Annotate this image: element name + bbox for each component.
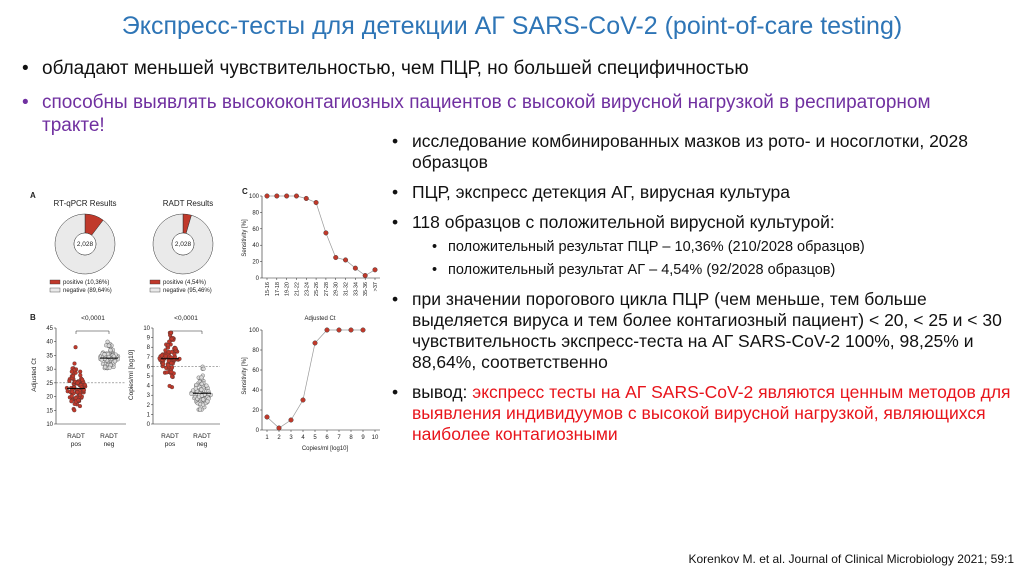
sensitivity-curve	[267, 196, 375, 276]
b2-x-label-radt: RADT	[193, 433, 211, 440]
x-tick-label: 2	[277, 435, 281, 441]
y-tick-label: 20	[46, 394, 53, 401]
x-tick-label: 10	[371, 435, 379, 441]
data-point	[284, 194, 289, 199]
y-tick-label: 7	[146, 354, 150, 361]
y-tick-label: 0	[255, 428, 259, 434]
data-point-pos	[80, 378, 84, 382]
panel-label-b: B	[30, 313, 36, 322]
scatter-copies	[143, 326, 220, 428]
x-tick-label: 29-30	[333, 282, 340, 297]
pie1-title: RT-qPCR Results	[53, 199, 117, 208]
data-point-pos	[71, 374, 75, 378]
conclusion-prefix: вывод:	[412, 382, 473, 402]
right-bullet-1	[392, 131, 1012, 173]
data-point-neg	[107, 344, 111, 348]
data-point-neg	[205, 384, 209, 388]
data-point-neg	[206, 399, 210, 403]
right-bullet-1-text: исследование комбинированных мазков из рото- и носоглотки, 2028 образцов	[412, 131, 969, 172]
x-tick-label: 3	[289, 435, 293, 441]
bullet-dot-icon: •	[22, 58, 29, 79]
data-point-pos	[170, 350, 174, 354]
legend-swatch-negative	[150, 288, 160, 292]
c2-y-axis-label: Sensitivity [%]	[242, 357, 248, 395]
data-point-pos	[74, 345, 78, 349]
sub-bullet-ag	[392, 260, 1012, 280]
data-point-neg	[200, 382, 204, 386]
b2-p-value: <0,0001	[174, 315, 198, 322]
y-tick-label: 25	[46, 380, 53, 387]
x-tick-label: 23-24	[304, 282, 311, 297]
data-point-pos	[166, 343, 170, 347]
sub-bullet-pcr-text: положительный результат ПЦР – 10,36% (210/2028 образцов)	[448, 239, 865, 255]
data-point	[265, 194, 270, 199]
panel-label-c: C	[242, 187, 248, 196]
x-tick-label: 31-32	[343, 282, 350, 297]
pie1-legend-negative: negative (89,64%)	[63, 288, 112, 294]
data-point-pos	[160, 354, 164, 358]
x-tick-label: 35-36	[363, 282, 370, 297]
x-tick-label: 4	[301, 435, 305, 441]
data-point-pos	[73, 362, 77, 366]
bullet-dot-icon: •	[392, 182, 399, 202]
y-tick-label: 20	[252, 408, 259, 414]
right-bullet-4-text: при значении порогового цикла ПЦР (чем меньше, тем больше выделяется вируса и тем более контагиозный пациент) < 20, < 25 и < 30 чувствительность экспресс-теста на АГ SARS-CoV-2 100%, 98,25% и 88,64%, соответственно	[412, 289, 1002, 372]
y-tick-label: 1	[146, 412, 150, 419]
pie2-title: RADT Results	[162, 199, 214, 208]
data-point-pos	[169, 331, 173, 335]
y-tick-label: 0	[255, 276, 259, 282]
pie1-legend-positive: positive (10,36%)	[63, 280, 110, 286]
data-point-pos	[70, 370, 74, 374]
data-point-pos	[170, 337, 174, 341]
citation: Korenkov M. et al. Journal of Clinical Microbiology 2021; 59:1	[688, 552, 1014, 566]
bullet-dot-icon: •	[432, 262, 438, 278]
y-tick-label: 20	[252, 259, 259, 266]
data-point	[353, 266, 358, 271]
y-tick-label: 40	[46, 339, 53, 346]
x-tick-label: 8	[349, 435, 353, 441]
x-tick-label: 33-34	[353, 282, 360, 297]
right-bullet-5	[392, 382, 1012, 445]
significance-bracket	[170, 331, 202, 334]
line-sensitivity-copies	[249, 328, 380, 441]
data-point	[275, 194, 280, 199]
y-tick-label: 6	[146, 364, 150, 371]
data-point-neg	[201, 398, 205, 402]
legend-swatch-positive	[150, 280, 160, 284]
y-tick-label: 40	[252, 388, 259, 394]
pie1-center-label: 2,028	[76, 241, 94, 248]
data-point	[363, 273, 368, 278]
data-point-neg	[103, 365, 107, 369]
c1-y-axis-label: Sensitivity [%]	[242, 219, 248, 257]
data-point	[361, 328, 366, 333]
data-point-pos	[72, 408, 76, 412]
data-point	[349, 328, 354, 333]
y-tick-label: 10	[143, 326, 150, 332]
data-point	[343, 258, 348, 263]
bullet-dot-icon: •	[22, 92, 29, 113]
data-point-pos	[78, 393, 82, 397]
y-tick-label: 4	[146, 383, 150, 390]
b1-x-label-neg: neg	[103, 441, 115, 448]
y-tick-label: 0	[146, 422, 150, 428]
data-point-neg	[103, 352, 107, 356]
b1-y-axis-label: Adjusted Ct	[31, 358, 38, 392]
data-point-neg	[190, 392, 194, 396]
data-point-pos	[174, 346, 178, 350]
data-point-neg	[200, 394, 204, 398]
data-point-pos	[168, 384, 172, 388]
data-point	[265, 415, 270, 420]
y-tick-label: 60	[252, 368, 259, 374]
data-point	[314, 200, 319, 205]
x-tick-label: 25-26	[314, 282, 321, 297]
data-point-pos	[77, 398, 81, 402]
y-tick-label: 100	[248, 328, 259, 334]
sub-bullet-ag-text: положительный результат АГ – 4,54% (92/2028 образцов)	[448, 262, 836, 278]
data-point-neg	[198, 408, 202, 412]
data-point	[294, 194, 299, 199]
x-tick-label: 21-22	[294, 282, 301, 297]
data-point-neg	[108, 366, 112, 370]
data-point-neg	[200, 376, 204, 380]
conclusion-text: экспресс тесты на АГ SARS-CoV-2 являются ценным методов для выявления индивидуумов с высокой вирусной нагрузкой, являющихся наиболее контагиозными	[412, 382, 1011, 444]
x-tick-label: 9	[361, 435, 365, 441]
bullet-dot-icon: •	[392, 212, 399, 232]
x-tick-label: 15-16	[265, 282, 271, 297]
right-bullet-2	[392, 182, 1012, 203]
y-tick-label: 80	[252, 348, 259, 354]
line-sensitivity-ct	[249, 194, 380, 296]
pie2-legend-negative: negative (95,46%)	[163, 288, 212, 294]
data-point	[373, 268, 378, 273]
b1-p-value: <0,0001	[81, 315, 105, 322]
pie2-legend-positive: positive (4,54%)	[163, 280, 207, 286]
y-tick-label: 40	[252, 243, 259, 250]
x-tick-label: 27-28	[323, 282, 330, 297]
y-tick-label: 2	[146, 402, 150, 409]
data-point-neg	[113, 359, 117, 363]
data-point-pos	[78, 370, 82, 374]
right-bullet-list	[392, 131, 1012, 454]
data-point-pos	[80, 386, 84, 390]
b1-x-label-radt: RADT	[67, 433, 85, 440]
bullet-dot-icon: •	[392, 382, 399, 402]
data-point-neg	[109, 348, 113, 352]
x-tick-label: 6	[325, 435, 329, 441]
data-point-pos	[78, 404, 82, 408]
slide-title: Экспресс-тесты для детекции АГ SARS-CoV-2 (point-of-care testing)	[121, 12, 903, 40]
y-tick-label: 100	[248, 194, 259, 200]
right-bullet-3-text: 118 образцов с положительной вирусной культурой:	[412, 212, 835, 232]
bullet-dot-icon: •	[432, 239, 438, 255]
y-tick-label: 8	[146, 345, 150, 352]
legend-swatch-positive	[50, 280, 60, 284]
b2-x-label-pos: pos	[164, 441, 176, 448]
c1-x-axis-label: Adjusted Ct	[304, 316, 336, 322]
data-point-pos	[69, 399, 73, 403]
sub-bullet-pcr	[392, 237, 1012, 257]
right-bullet-2-text: ПЦР, экспресс детекция АГ, вирусная культура	[412, 182, 790, 202]
data-point-pos	[70, 394, 74, 398]
data-point-pos	[76, 381, 80, 385]
data-point	[313, 341, 318, 346]
pie2-center-label: 2,028	[174, 241, 192, 248]
data-point	[324, 231, 329, 236]
bullet-dot-icon: •	[392, 289, 399, 309]
b2-x-label-radt: RADT	[161, 433, 179, 440]
x-tick-label: 19-20	[284, 282, 291, 297]
data-point	[301, 398, 306, 403]
data-point-pos	[165, 370, 169, 374]
data-point-pos	[70, 390, 74, 394]
data-point	[289, 418, 294, 423]
y-tick-label: 3	[146, 393, 150, 400]
legend-swatch-negative	[50, 288, 60, 292]
data-point	[337, 328, 342, 333]
study-figure	[20, 180, 400, 460]
bullet-dot-icon: •	[392, 131, 399, 151]
y-tick-label: 10	[46, 422, 53, 428]
top-bullet-1-text: обладают меньшей чувствительностью, чем ПЦР, но большей специфичностью	[42, 58, 749, 79]
data-point-pos	[78, 373, 82, 377]
data-point-pos	[170, 365, 174, 369]
y-tick-label: 9	[146, 335, 150, 342]
data-point	[333, 255, 338, 260]
right-bullet-4	[392, 289, 1012, 373]
data-point-neg	[199, 388, 203, 392]
x-tick-label: 17-18	[274, 282, 281, 297]
data-point	[304, 196, 309, 201]
data-point	[325, 328, 330, 333]
y-tick-label: 60	[252, 226, 259, 233]
data-point-neg	[194, 387, 198, 391]
right-bullet-3	[392, 212, 1012, 233]
y-tick-label: 5	[146, 374, 150, 380]
y-tick-label: 45	[46, 326, 53, 332]
b1-x-label-pos: pos	[70, 441, 82, 448]
y-tick-label: 30	[46, 367, 53, 374]
b1-x-label-radt: RADT	[100, 433, 118, 440]
x-tick-label: 1	[265, 435, 269, 441]
b2-x-label-neg: neg	[196, 441, 208, 448]
panel-label-a: A	[30, 191, 36, 200]
data-point-neg	[194, 383, 198, 387]
x-tick-label: 7	[337, 435, 341, 441]
c2-x-axis-label: Copies/ml [log10]	[301, 446, 349, 452]
b2-y-axis-label: Copies/ml [log10]	[128, 349, 135, 401]
data-point-neg	[106, 340, 110, 344]
x-tick-label: 5	[313, 435, 317, 441]
data-point-pos	[164, 354, 168, 358]
y-tick-label: 35	[46, 353, 53, 360]
data-point-pos	[67, 379, 71, 383]
significance-bracket	[76, 331, 109, 334]
data-point-pos	[75, 390, 79, 394]
data-point	[277, 426, 282, 431]
y-tick-label: 80	[252, 210, 259, 217]
scatter-adjusted-ct	[46, 326, 126, 428]
data-point-pos	[161, 362, 165, 366]
data-point-pos	[169, 361, 173, 365]
x-tick-label: >37	[373, 282, 379, 292]
top-bullet-2-text: способны выявлять высококонтагиозных пациентов с высокой вирусной нагрузкой в респираторном тракте!	[42, 92, 931, 136]
data-point-neg	[202, 367, 206, 371]
data-point-pos	[170, 370, 174, 374]
y-tick-label: 15	[46, 408, 53, 415]
top-bullet-1	[22, 57, 982, 80]
